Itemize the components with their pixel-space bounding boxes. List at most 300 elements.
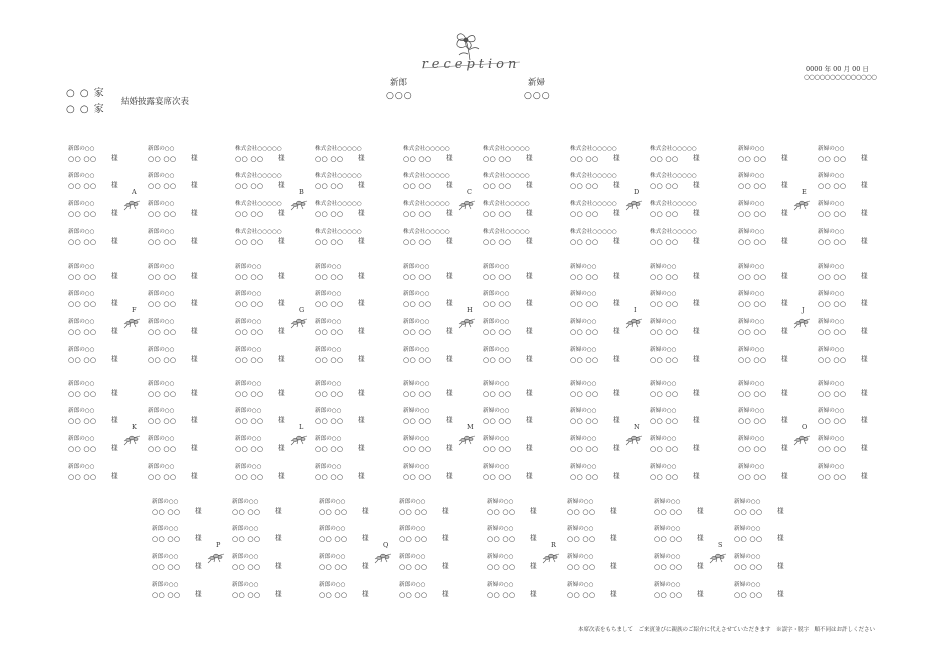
guest-relation: 新郎の○○: [152, 554, 179, 560]
guest-honorific: 様: [861, 299, 868, 307]
guest-name: ○○ ○○: [68, 416, 97, 425]
guest-honorific: 様: [693, 272, 700, 280]
guest-name: ○○ ○○: [148, 472, 177, 481]
guest-honorific: 様: [526, 416, 533, 424]
guest-honorific: 様: [526, 327, 533, 335]
guest-honorific: 様: [191, 209, 198, 217]
guest-name: ○○ ○○: [570, 181, 599, 190]
guest-seat: [232, 499, 310, 521]
guest-name: ○○ ○○: [650, 327, 679, 336]
guest-seat: [399, 554, 477, 576]
guest-seat: [315, 264, 393, 286]
guest-name: ○○ ○○: [650, 181, 679, 190]
guest-honorific: 様: [613, 327, 620, 335]
guest-seat: [232, 582, 310, 604]
guest-honorific: 様: [358, 472, 365, 480]
guest-relation: 株式会社○○○○○: [483, 229, 530, 235]
guest-honorific: 様: [861, 154, 868, 162]
guest-honorific: 様: [693, 181, 700, 189]
guest-seat: [403, 347, 481, 369]
guest-seat: [483, 319, 561, 341]
guest-honorific: 様: [278, 355, 285, 363]
guest-seat: [487, 499, 565, 521]
guest-relation: 新婦の○○: [654, 554, 681, 560]
guest-seat: [738, 381, 816, 403]
guest-seat: [818, 229, 896, 251]
guest-honorific: 様: [526, 444, 533, 452]
guest-honorific: 様: [111, 472, 118, 480]
guest-seat: [650, 264, 728, 286]
guest-honorific: 様: [693, 237, 700, 245]
table-label: S: [718, 541, 723, 549]
guest-relation: 新婦の○○: [650, 264, 677, 270]
guest-honorific: 様: [446, 355, 453, 363]
table-flower-icon: [289, 196, 309, 210]
table-label: M: [467, 423, 474, 431]
guest-name: ○○ ○○: [483, 389, 512, 398]
guest-honorific: 様: [275, 562, 282, 570]
guest-relation: 株式会社○○○○○: [570, 229, 617, 235]
guest-name: ○○ ○○: [148, 327, 177, 336]
guest-name: ○○ ○○: [235, 355, 264, 364]
guest-name: ○○ ○○: [319, 534, 348, 543]
guest-relation: 株式会社○○○○○: [315, 146, 362, 152]
table-flower-icon: [792, 196, 812, 210]
guest-seat: [148, 436, 226, 458]
guest-honorific: 様: [358, 355, 365, 363]
guest-honorific: 様: [111, 355, 118, 363]
venue-name: ○○○○○○○○○○○○○○: [804, 73, 877, 81]
guest-honorific: 様: [358, 389, 365, 397]
guest-name: ○○ ○○: [734, 507, 763, 516]
guest-seat: [483, 381, 561, 403]
guest-seat: [650, 408, 728, 430]
guest-seat: [148, 408, 226, 430]
guest-seat: [148, 201, 226, 223]
guest-honorific: 様: [111, 299, 118, 307]
guest-name: ○○ ○○: [68, 209, 97, 218]
guest-name: ○○ ○○: [818, 181, 847, 190]
guest-seat: [235, 381, 313, 403]
table-label: O: [802, 423, 808, 431]
guest-relation: 新郎の○○: [148, 201, 175, 207]
guest-honorific: 様: [530, 562, 537, 570]
table-flower-icon: [624, 314, 644, 328]
guest-honorific: 様: [446, 209, 453, 217]
guest-name: ○○ ○○: [483, 444, 512, 453]
guest-relation: 新郎の○○: [235, 319, 262, 325]
guest-honorific: 様: [278, 444, 285, 452]
table-flower-icon: [457, 431, 477, 445]
guest-relation: 新婦の○○: [567, 526, 594, 532]
guest-name: ○○ ○○: [570, 416, 599, 425]
guest-relation: 新婦の○○: [567, 582, 594, 588]
guest-honorific: 様: [693, 444, 700, 452]
guest-relation: 新婦の○○: [738, 264, 765, 270]
guest-name: ○○ ○○: [148, 272, 177, 281]
guest-honorific: 様: [191, 416, 198, 424]
guest-seat: [403, 146, 481, 168]
guest-relation: 新郎の○○: [235, 408, 262, 414]
guest-name: ○○ ○○: [483, 209, 512, 218]
guest-name: ○○ ○○: [570, 389, 599, 398]
guest-name: ○○ ○○: [403, 272, 432, 281]
guest-relation: 新婦の○○: [818, 436, 845, 442]
guest-seat: [818, 436, 896, 458]
guest-relation: 新婦の○○: [570, 347, 597, 353]
guest-seat: [235, 229, 313, 251]
guest-relation: 新婦の○○: [570, 264, 597, 270]
guest-honorific: 様: [613, 355, 620, 363]
guest-seat: [738, 229, 816, 251]
guest-name: ○○ ○○: [148, 209, 177, 218]
guest-honorific: 様: [442, 590, 449, 598]
table-flower-icon: [624, 431, 644, 445]
guest-seat: [570, 464, 648, 486]
guest-honorific: 様: [777, 534, 784, 542]
guest-relation: 新郎の○○: [319, 582, 346, 588]
guest-seat: [483, 291, 561, 313]
guest-name: ○○ ○○: [650, 389, 679, 398]
guest-name: ○○ ○○: [738, 472, 767, 481]
guest-seat: [232, 554, 310, 576]
guest-honorific: 様: [781, 472, 788, 480]
guest-honorific: 様: [777, 507, 784, 515]
guest-honorific: 様: [613, 154, 620, 162]
guest-name: ○○ ○○: [319, 507, 348, 516]
guest-name: ○○ ○○: [399, 534, 428, 543]
guest-seat: [148, 264, 226, 286]
guest-seat: [235, 264, 313, 286]
guest-name: ○○ ○○: [818, 299, 847, 308]
guest-honorific: 様: [697, 590, 704, 598]
guest-name: ○○ ○○: [68, 472, 97, 481]
guest-name: ○○ ○○: [319, 590, 348, 599]
guest-relation: 株式会社○○○○○: [650, 173, 697, 179]
guest-name: ○○ ○○: [399, 590, 428, 599]
table-flower-icon: [541, 549, 561, 563]
guest-name: ○○ ○○: [738, 389, 767, 398]
guest-seat: [483, 464, 561, 486]
guest-seat: [650, 146, 728, 168]
guest-name: ○○ ○○: [315, 209, 344, 218]
table-flower-icon: [457, 314, 477, 328]
table-label: G: [299, 306, 305, 314]
guest-name: ○○ ○○: [650, 272, 679, 281]
guest-name: ○○ ○○: [818, 444, 847, 453]
guest-seat: [734, 554, 812, 576]
guest-seat: [319, 582, 397, 604]
guest-seat: [68, 264, 146, 286]
guest-honorific: 様: [693, 355, 700, 363]
guest-honorific: 様: [526, 389, 533, 397]
guest-name: ○○ ○○: [487, 534, 516, 543]
guest-honorific: 様: [526, 181, 533, 189]
guest-name: ○○ ○○: [738, 272, 767, 281]
guest-relation: 新郎の○○: [403, 264, 430, 270]
guest-honorific: 様: [613, 272, 620, 280]
guest-name: ○○ ○○: [315, 472, 344, 481]
guest-name: ○○ ○○: [315, 416, 344, 425]
guest-seat: [567, 526, 645, 548]
guest-relation: 新郎の○○: [148, 173, 175, 179]
guest-name: ○○ ○○: [734, 562, 763, 571]
guest-relation: 新郎の○○: [68, 464, 95, 470]
table-label: N: [634, 423, 640, 431]
guest-honorific: 様: [861, 181, 868, 189]
guest-honorific: 様: [446, 327, 453, 335]
guest-honorific: 様: [191, 389, 198, 397]
guest-honorific: 様: [442, 507, 449, 515]
guest-honorific: 様: [111, 209, 118, 217]
guest-name: ○○ ○○: [570, 327, 599, 336]
table-label: B: [299, 188, 304, 196]
guest-name: ○○ ○○: [818, 237, 847, 246]
guest-relation: 新郎の○○: [68, 291, 95, 297]
guest-relation: 新郎の○○: [319, 499, 346, 505]
guest-relation: 株式会社○○○○○: [650, 229, 697, 235]
guest-relation: 新婦の○○: [818, 291, 845, 297]
guest-relation: 新婦の○○: [818, 464, 845, 470]
guest-relation: 新婦の○○: [818, 146, 845, 152]
guest-seat: [68, 146, 146, 168]
guest-seat: [315, 381, 393, 403]
guest-seat: [654, 499, 732, 521]
guest-honorific: 様: [446, 181, 453, 189]
guest-name: ○○ ○○: [567, 562, 596, 571]
guest-seat: [148, 146, 226, 168]
guest-honorific: 様: [362, 507, 369, 515]
guest-name: ○○ ○○: [483, 327, 512, 336]
guest-relation: 新郎の○○: [403, 319, 430, 325]
guest-seat: [152, 582, 230, 604]
table-label: I: [634, 306, 637, 314]
guest-seat: [818, 381, 896, 403]
guest-name: ○○ ○○: [818, 389, 847, 398]
guest-relation: 新郎の○○: [152, 582, 179, 588]
guest-honorific: 様: [111, 154, 118, 162]
guest-relation: 新婦の○○: [818, 347, 845, 353]
guest-relation: 新郎の○○: [399, 526, 426, 532]
guest-name: ○○ ○○: [152, 590, 181, 599]
guest-relation: 新郎の○○: [315, 347, 342, 353]
footer-note: 本席次表をもちまして ご来賓並びに親族のご紹介に代えさせていただきます ※誤字・脱字 順不同はお許しください: [578, 627, 876, 633]
guest-name: ○○ ○○: [654, 534, 683, 543]
guest-relation: 新郎の○○: [315, 381, 342, 387]
guest-name: ○○ ○○: [738, 416, 767, 425]
guest-relation: 新郎の○○: [148, 146, 175, 152]
guest-relation: 新郎の○○: [148, 464, 175, 470]
guest-name: ○○ ○○: [570, 444, 599, 453]
guest-seat: [315, 319, 393, 341]
guest-honorific: 様: [111, 416, 118, 424]
guest-relation: 新婦の○○: [487, 554, 514, 560]
guest-honorific: 様: [861, 272, 868, 280]
guest-name: ○○ ○○: [650, 355, 679, 364]
guest-seat: [483, 347, 561, 369]
guest-relation: 新婦の○○: [654, 526, 681, 532]
guest-relation: 株式会社○○○○○: [650, 146, 697, 152]
guest-name: ○○ ○○: [818, 327, 847, 336]
guest-relation: 新郎の○○: [68, 381, 95, 387]
guest-honorific: 様: [693, 472, 700, 480]
guest-relation: 新郎の○○: [399, 554, 426, 560]
guest-seat: [818, 347, 896, 369]
guest-relation: 新婦の○○: [734, 582, 761, 588]
guest-name: ○○ ○○: [654, 562, 683, 571]
guest-seat: [68, 464, 146, 486]
guest-relation: 新婦の○○: [818, 229, 845, 235]
guest-seat: [483, 201, 561, 223]
guest-honorific: 様: [530, 590, 537, 598]
guest-honorific: 様: [191, 237, 198, 245]
guest-name: ○○ ○○: [148, 355, 177, 364]
guest-honorific: 様: [861, 416, 868, 424]
guest-relation: 株式会社○○○○○: [235, 146, 282, 152]
guest-seat: [148, 229, 226, 251]
guest-seat: [235, 347, 313, 369]
guest-name: ○○ ○○: [68, 389, 97, 398]
guest-name: ○○ ○○: [738, 154, 767, 163]
guest-seat: [650, 319, 728, 341]
table-label: C: [467, 188, 472, 196]
table-label: E: [802, 188, 807, 196]
guest-honorific: 様: [362, 590, 369, 598]
guest-name: ○○ ○○: [738, 181, 767, 190]
guest-honorific: 様: [861, 389, 868, 397]
guest-name: ○○ ○○: [315, 154, 344, 163]
guest-seat: [403, 381, 481, 403]
guest-relation: 新婦の○○: [483, 408, 510, 414]
guest-name: ○○ ○○: [148, 154, 177, 163]
guest-seat: [818, 146, 896, 168]
guest-honorific: 様: [195, 507, 202, 515]
guest-name: ○○ ○○: [650, 299, 679, 308]
guest-relation: 新婦の○○: [738, 201, 765, 207]
guest-relation: 新郎の○○: [68, 408, 95, 414]
guest-honorific: 様: [278, 416, 285, 424]
guest-name: ○○ ○○: [483, 154, 512, 163]
guest-name: ○○ ○○: [734, 590, 763, 599]
guest-name: ○○ ○○: [315, 299, 344, 308]
guest-relation: 新郎の○○: [235, 264, 262, 270]
guest-seat: [650, 436, 728, 458]
guest-relation: 新婦の○○: [650, 291, 677, 297]
guest-relation: 株式会社○○○○○: [483, 146, 530, 152]
guest-honorific: 様: [358, 299, 365, 307]
guest-honorific: 様: [781, 416, 788, 424]
guest-name: ○○ ○○: [570, 272, 599, 281]
guest-seat: [567, 554, 645, 576]
table-flower-icon: [289, 431, 309, 445]
guest-relation: 新郎の○○: [235, 436, 262, 442]
table-label: H: [467, 306, 473, 314]
guest-relation: 株式会社○○○○○: [315, 229, 362, 235]
guest-seat: [315, 436, 393, 458]
guest-seat: [315, 201, 393, 223]
guest-name: ○○ ○○: [399, 507, 428, 516]
guest-honorific: 様: [362, 534, 369, 542]
guest-seat: [734, 499, 812, 521]
guest-honorific: 様: [278, 299, 285, 307]
guest-name: ○○ ○○: [319, 562, 348, 571]
table-flower-icon: [373, 549, 393, 563]
guest-relation: 新婦の○○: [570, 291, 597, 297]
guest-honorific: 様: [861, 472, 868, 480]
guest-relation: 新婦の○○: [570, 381, 597, 387]
guest-relation: 新婦の○○: [734, 526, 761, 532]
wedding-date: 0000 年 00 月 00 日: [806, 65, 869, 73]
guest-name: ○○ ○○: [483, 237, 512, 246]
guest-relation: 新婦の○○: [738, 291, 765, 297]
guest-seat: [483, 408, 561, 430]
guest-seat: [650, 173, 728, 195]
guest-name: ○○ ○○: [650, 154, 679, 163]
guest-seat: [148, 347, 226, 369]
guest-name: ○○ ○○: [650, 472, 679, 481]
guest-relation: 新郎の○○: [483, 291, 510, 297]
guest-name: ○○ ○○: [650, 416, 679, 425]
guest-name: ○○ ○○: [403, 355, 432, 364]
guest-honorific: 様: [195, 534, 202, 542]
guest-honorific: 様: [111, 327, 118, 335]
guest-name: ○○ ○○: [403, 389, 432, 398]
guest-seat: [148, 464, 226, 486]
guest-seat: [567, 499, 645, 521]
guest-seat: [319, 499, 397, 521]
guest-seat: [315, 408, 393, 430]
guest-relation: 新郎の○○: [403, 347, 430, 353]
guest-honorific: 様: [781, 444, 788, 452]
table-label: A: [132, 188, 137, 196]
guest-relation: 新郎の○○: [235, 381, 262, 387]
guest-relation: 新婦の○○: [570, 319, 597, 325]
guest-seat: [734, 526, 812, 548]
guest-honorific: 様: [781, 272, 788, 280]
guest-name: ○○ ○○: [152, 507, 181, 516]
guest-relation: 株式会社○○○○○: [483, 173, 530, 179]
guest-name: ○○ ○○: [232, 562, 261, 571]
guest-name: ○○ ○○: [567, 507, 596, 516]
guest-relation: 新郎の○○: [399, 499, 426, 505]
table-flower-icon: [792, 431, 812, 445]
guest-name: ○○ ○○: [235, 272, 264, 281]
guest-relation: 新婦の○○: [738, 408, 765, 414]
guest-name: ○○ ○○: [232, 507, 261, 516]
guest-name: ○○ ○○: [68, 444, 97, 453]
guest-relation: 新郎の○○: [152, 526, 179, 532]
table-label: F: [132, 306, 137, 314]
guest-name: ○○ ○○: [403, 237, 432, 246]
guest-relation: 新婦の○○: [650, 347, 677, 353]
guest-honorific: 様: [358, 209, 365, 217]
guest-name: ○○ ○○: [148, 389, 177, 398]
guest-honorific: 様: [861, 327, 868, 335]
guest-honorific: 様: [195, 562, 202, 570]
guest-seat: [483, 173, 561, 195]
guest-honorific: 様: [526, 355, 533, 363]
guest-honorific: 様: [697, 507, 704, 515]
guest-relation: 新郎の○○: [315, 408, 342, 414]
guest-relation: 新郎の○○: [68, 264, 95, 270]
guest-relation: 新郎の○○: [399, 582, 426, 588]
guest-seat: [232, 526, 310, 548]
guest-relation: 新郎の○○: [319, 554, 346, 560]
guest-seat: [738, 347, 816, 369]
guest-seat: [818, 264, 896, 286]
guest-relation: 株式会社○○○○○: [403, 146, 450, 152]
guest-name: ○○ ○○: [68, 327, 97, 336]
